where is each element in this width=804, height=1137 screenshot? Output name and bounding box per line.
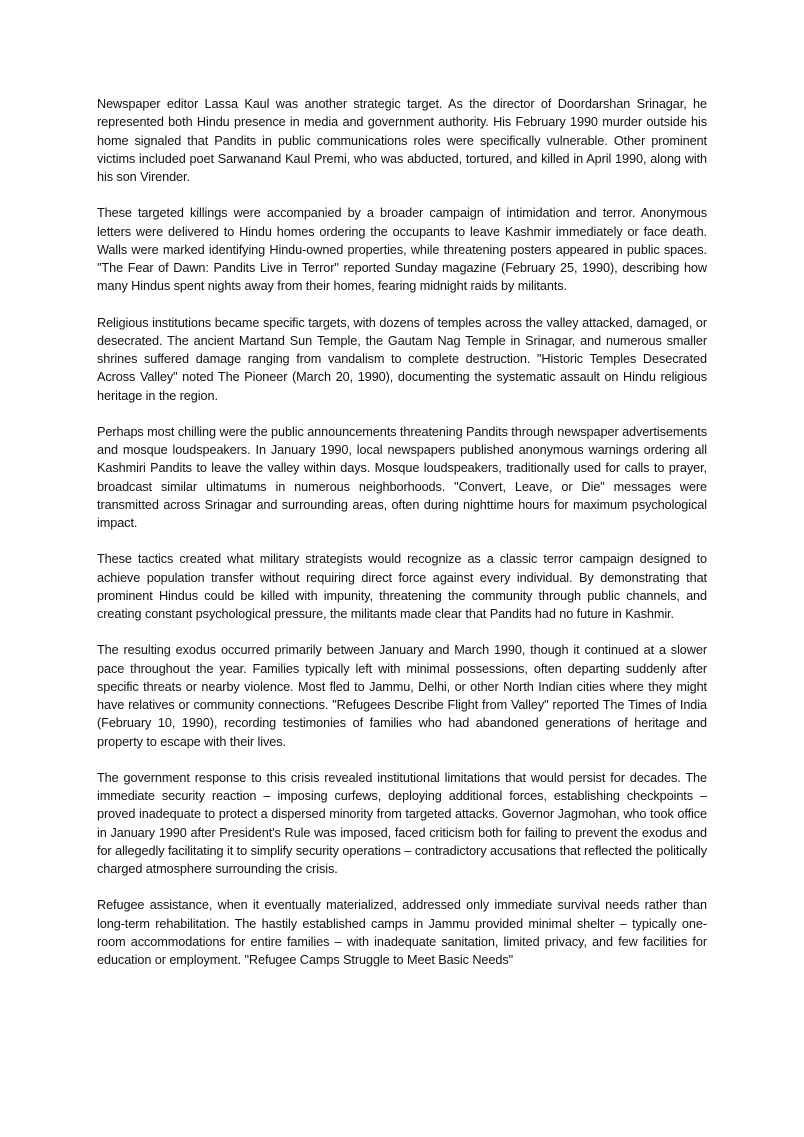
paragraph-5: These tactics created what military strategists would recognize as a classic terror campaign designed to achieve population transfer without requiring direct force against every individual. By demonstrating that prominent Hindus could be killed with impunity, threatening the community through public channels, and creating constant psychological pressure, the militants made clear that Pandits had no future in Kashmir. (97, 552, 707, 621)
paragraph-1: Newspaper editor Lassa Kaul was another strategic target. As the director of Doordarshan Srinagar, he represented both Hindu presence in media and government authority. His February 1990 murder outside his home signaled that Pandits in public communications roles were specifically vulnerable. Other prominent victims included poet Sarwanand Kaul Premi, who was abducted, tortured, and killed in April 1990, along with his son Virender. (97, 97, 707, 184)
body-text (97, 95, 707, 987)
paragraph-4: Perhaps most chilling were the public announcements threatening Pandits through newspaper advertisements and mosque loudspeakers. In January 1990, local newspapers published anonymous warnings ordering all Kashmiri Pandits to leave the valley within days. Mosque loudspeakers, traditionally used for calls to prayer, broadcast similar ultimatums in numerous neighborhoods. "Convert, Leave, or Die" messages were transmitted across Srinagar and surrounding areas, often during nighttime hours for maximum psychological impact. (97, 424, 707, 530)
paragraph-2: These targeted killings were accompanied by a broader campaign of intimidation and terror. Anonymous letters were delivered to Hindu homes ordering the occupants to leave Kashmir immediately or face death. Walls were marked identifying Hindu-owned properties, while threatening posters appeared in public spaces. "The Fear of Dawn: Pandits Live in Terror" reported Sunday magazine (February 25, 1990), describing how many Hindus spent nights away from their homes, fearing midnight raids by militants. (97, 206, 707, 294)
paragraph-7: The government response to this crisis revealed institutional limitations that would persist for decades. The immediate security reaction – imposing curfews, deploying additional forces, establishing checkpoints – proved inadequate to protect a dispersed minority from targeted attacks. Governor Jagmohan, who took office in January 1990 after President's Rule was imposed, faced criticism both for failing to prevent the exodus and for allegedly facilitating it to simplify security operations – contradictory accusations that reflected the politically charged atmosphere surrounding the crisis. (97, 770, 707, 876)
paragraph-3: Religious institutions became specific targets, with dozens of temples across the valley attacked, damaged, or desecrated. The ancient Martand Sun Temple, the Gautam Nag Temple in Srinagar, and numerous smaller shrines suffered damage ranging from vandalism to complete destruction. "Historic Temples Desecrated Across Valley" noted The Pioneer (March 20, 1990), documenting the systematic assault on Hindu religious heritage in the region. (97, 315, 707, 403)
paragraph-6: The resulting exodus occurred primarily between January and March 1990, though it continued at a slower pace throughout the year. Families typically left with minimal possessions, often departing suddenly after specific threats or nearby violence. Most fled to Jammu, Delhi, or other North Indian cities where they might have relatives or community connections. "Refugees Describe Flight from Valley" reported The Times of India (February 10, 1990), recording testimonies of families who had abandoned generations of heritage and property to escape with their lives. (97, 643, 707, 749)
paragraph-8: Refugee assistance, when it eventually materialized, addressed only immediate survival needs rather than long-term rehabilitation. The hastily established camps in Jammu provided minimal shelter – typically one-room accommodations for entire families – with inadequate sanitation, limited privacy, and few facilities for education or employment. "Refugee Camps Struggle to Meet Basic Needs" (97, 898, 707, 967)
